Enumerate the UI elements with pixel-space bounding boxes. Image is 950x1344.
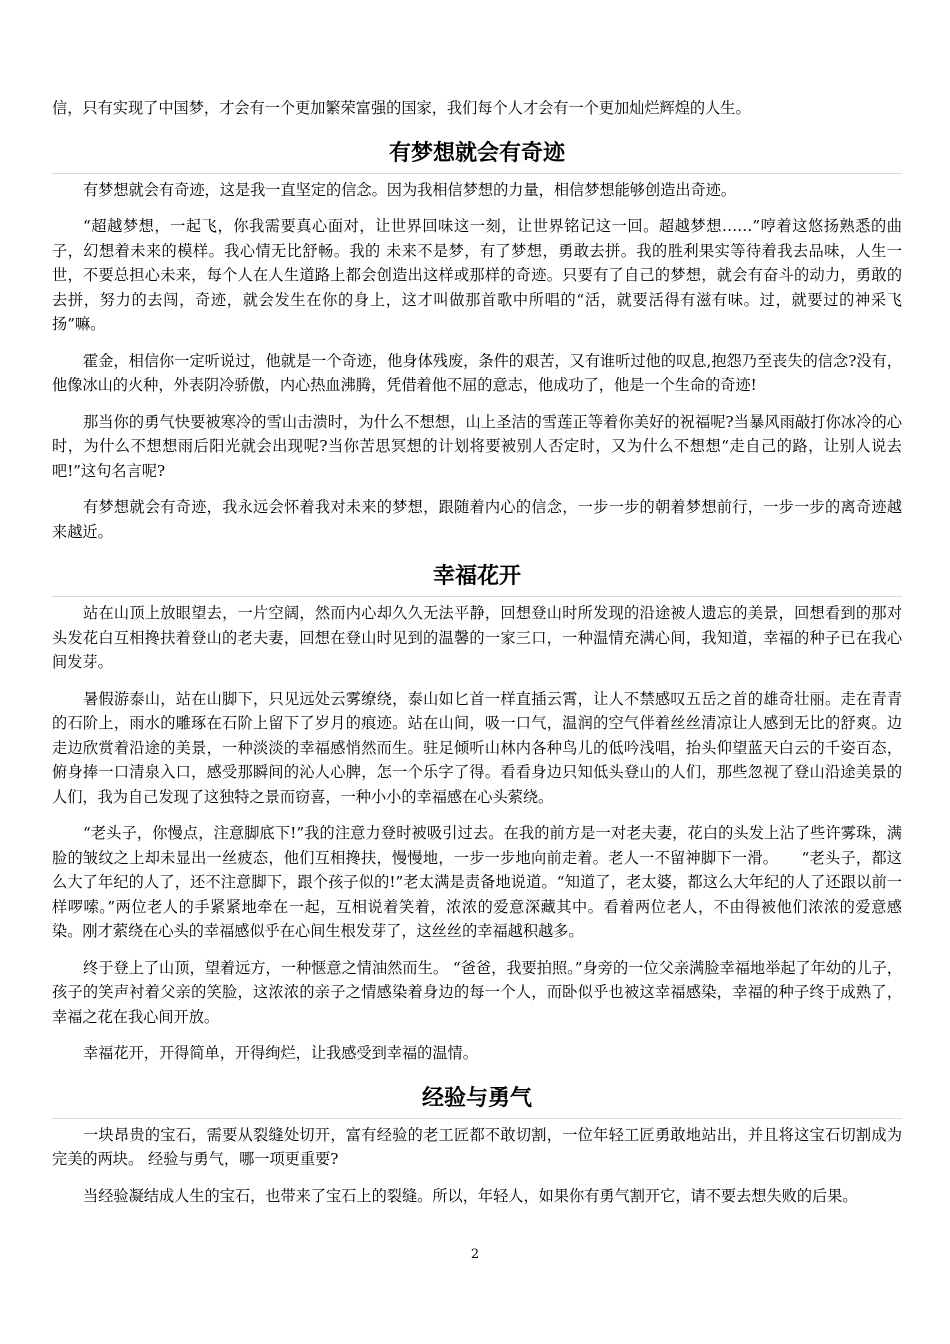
paragraph: 那当你的勇气快要被寒冷的雪山击溃时，为什么不想想，山上圣洁的雪莲正等着你美好的祝福呢?当暴风雨敲打你冰冷的心时，为什么不想想雨后阳光就会出现呢?当你苦思冥想的计划将要被别人否定时，又为什么不想想“走自己的路，让别人说去吧!”这句名言呢? xyxy=(52,412,902,480)
intro-line: 信，只有实现了中国梦，才会有一个更加繁荣富强的国家，我们每个人才会有一个更加灿烂辉煌的人生。 xyxy=(52,99,751,117)
section-dream-miracle xyxy=(52,139,902,545)
paragraph: 有梦想就会有奇迹，我永远会怀着我对未来的梦想，跟随着内心的信念，一步一步的朝着梦想前行，一步一步的离奇迹越来越近。 xyxy=(52,498,902,541)
section-experience-courage xyxy=(52,1084,902,1209)
document-page xyxy=(52,96,902,1220)
paragraph: 一块昂贵的宝石，需要从裂缝处切开，富有经验的老工匠都不敢切割，一位年轻工匠勇敢地站出，并且将这宝石切割成为完美的两块。 经验与勇气，哪一项更重要? xyxy=(52,1125,902,1168)
page-number: 2 xyxy=(470,1247,480,1262)
section-title: 有梦想就会有奇迹 xyxy=(52,139,902,174)
paragraph: 当经验凝结成人生的宝石，也带来了宝石上的裂缝。所以，年轻人，如果你有勇气割开它，请不要去想失败的后果。 xyxy=(83,1186,858,1205)
paragraph: 幸福花开，开得简单，开得绚烂，让我感受到幸福的温情。 xyxy=(83,1044,478,1062)
section-title: 幸福花开 xyxy=(52,562,902,597)
paragraph: 霍金，相信你一定听说过，他就是一个奇迹，他身体残废，条件的艰苦，又有谁听过他的叹息,抱怨乃至丧失的信念?没有，他像冰山的火种，外表阴冷骄傲，内心热血沸腾，凭借着他不屈的意志，他成功了，他是一个生命的奇迹! xyxy=(52,351,902,394)
paragraph: “老头子，你慢点，注意脚底下!”我的注意力登时被吸引过去。在我的前方是一对老夫妻，花白的头发上沾了些许雾珠，满脸的皱纹之上却未显出一丝疲态，他们互相搀扶，慢慢地，一步一步地向前走着。老人一不留神脚下一滑。 “老头子，都这么大了年纪的人了，还不注意脚下，跟个孩子似的!”老太满是责备地说道。“知道了，老太婆，都这么大年纪的人了还跟以前一样啰嗦。”两位老人的手紧紧地牵在一起，互相说着笑着，浓浓的爱意深藏其中。看着两位老人，不由得被他们浓浓的爱意感染。刚才萦绕在心头的幸福感似乎在心间生根发芽了，这丝丝的幸福越积越多。 xyxy=(52,824,902,940)
section-title: 经验与勇气 xyxy=(52,1084,902,1119)
paragraph: 终于登上了山顶，望着远方，一种惬意之情油然而生。 “爸爸，我要拍照。”身旁的一位父亲满脸幸福地举起了年幼的儿子，孩子的笑声衬着父亲的笑脸，这浓浓的亲子之情感染着身边的每一个人，而卧似乎也被这幸福感染，幸福的种子终于成熟了，幸福之花在我心间开放。 xyxy=(52,958,902,1026)
paragraph: 站在山顶上放眼望去，一片空阔，然而内心却久久无法平静，回想登山时所发现的沿途被人遗忘的美景，回想看到的那对头发花白互相搀扶着登山的老夫妻，回想在登山时见到的温馨的一家三口，一种温情充满心间，我知道，幸福的种子已在我心间发芽。 xyxy=(52,604,902,671)
section-happiness-blooms xyxy=(52,562,902,1066)
paragraph: 暑假游泰山，站在山脚下，只见远处云雾缭绕，泰山如匕首一样直插云霄，让人不禁感叹五岳之首的雄奇壮丽。走在青青的石阶上，雨水的雕琢在石阶上留下了岁月的痕迹。站在山间，吸一口气，温润的空气伴着丝丝清凉让人感到无比的舒爽。边走边欣赏着沿途的美景，一种淡淡的幸福感悄然而生。驻足倾听山林内各种鸟儿的低吟浅唱，抬头仰望蓝天白云的千姿百态，俯身捧一口清泉入口，感受那瞬间的沁人心脾，怎一个乐字了得。看看身边只知低头登山的人们，那些忽视了登山沿途美景的人们，我为自己发现了这独特之景而窃喜，一种小小的幸福感在心头萦绕。 xyxy=(52,689,902,806)
paragraph: 有梦想就会有奇迹，这是我一直坚定的信念。因为我相信梦想的力量，相信梦想能够创造出奇迹。 xyxy=(83,180,737,199)
paragraph: “超越梦想，一起飞，你我需要真心面对，让世界回味这一刻，让世界铭记这一回。超越梦想……”哼着这悠扬熟悉的曲子，幻想着未来的模样。我心情无比舒畅。我的 未来不是梦，有了梦想，勇敢去拼。我的胜利果实等待着我去品味，人生一世，不要总担心未来，每个人在人生道路上都会创造出这样或那样的奇迹。只要有了自己的梦想，就会有奋斗的动力，勇敢的去拼，努力的去闯，奇迹，就会发生在你的身上，这才叫做那首歌中所唱的“活，就要活得有滋有味。过，就要过的神采飞扬”嘛。 xyxy=(52,217,902,333)
